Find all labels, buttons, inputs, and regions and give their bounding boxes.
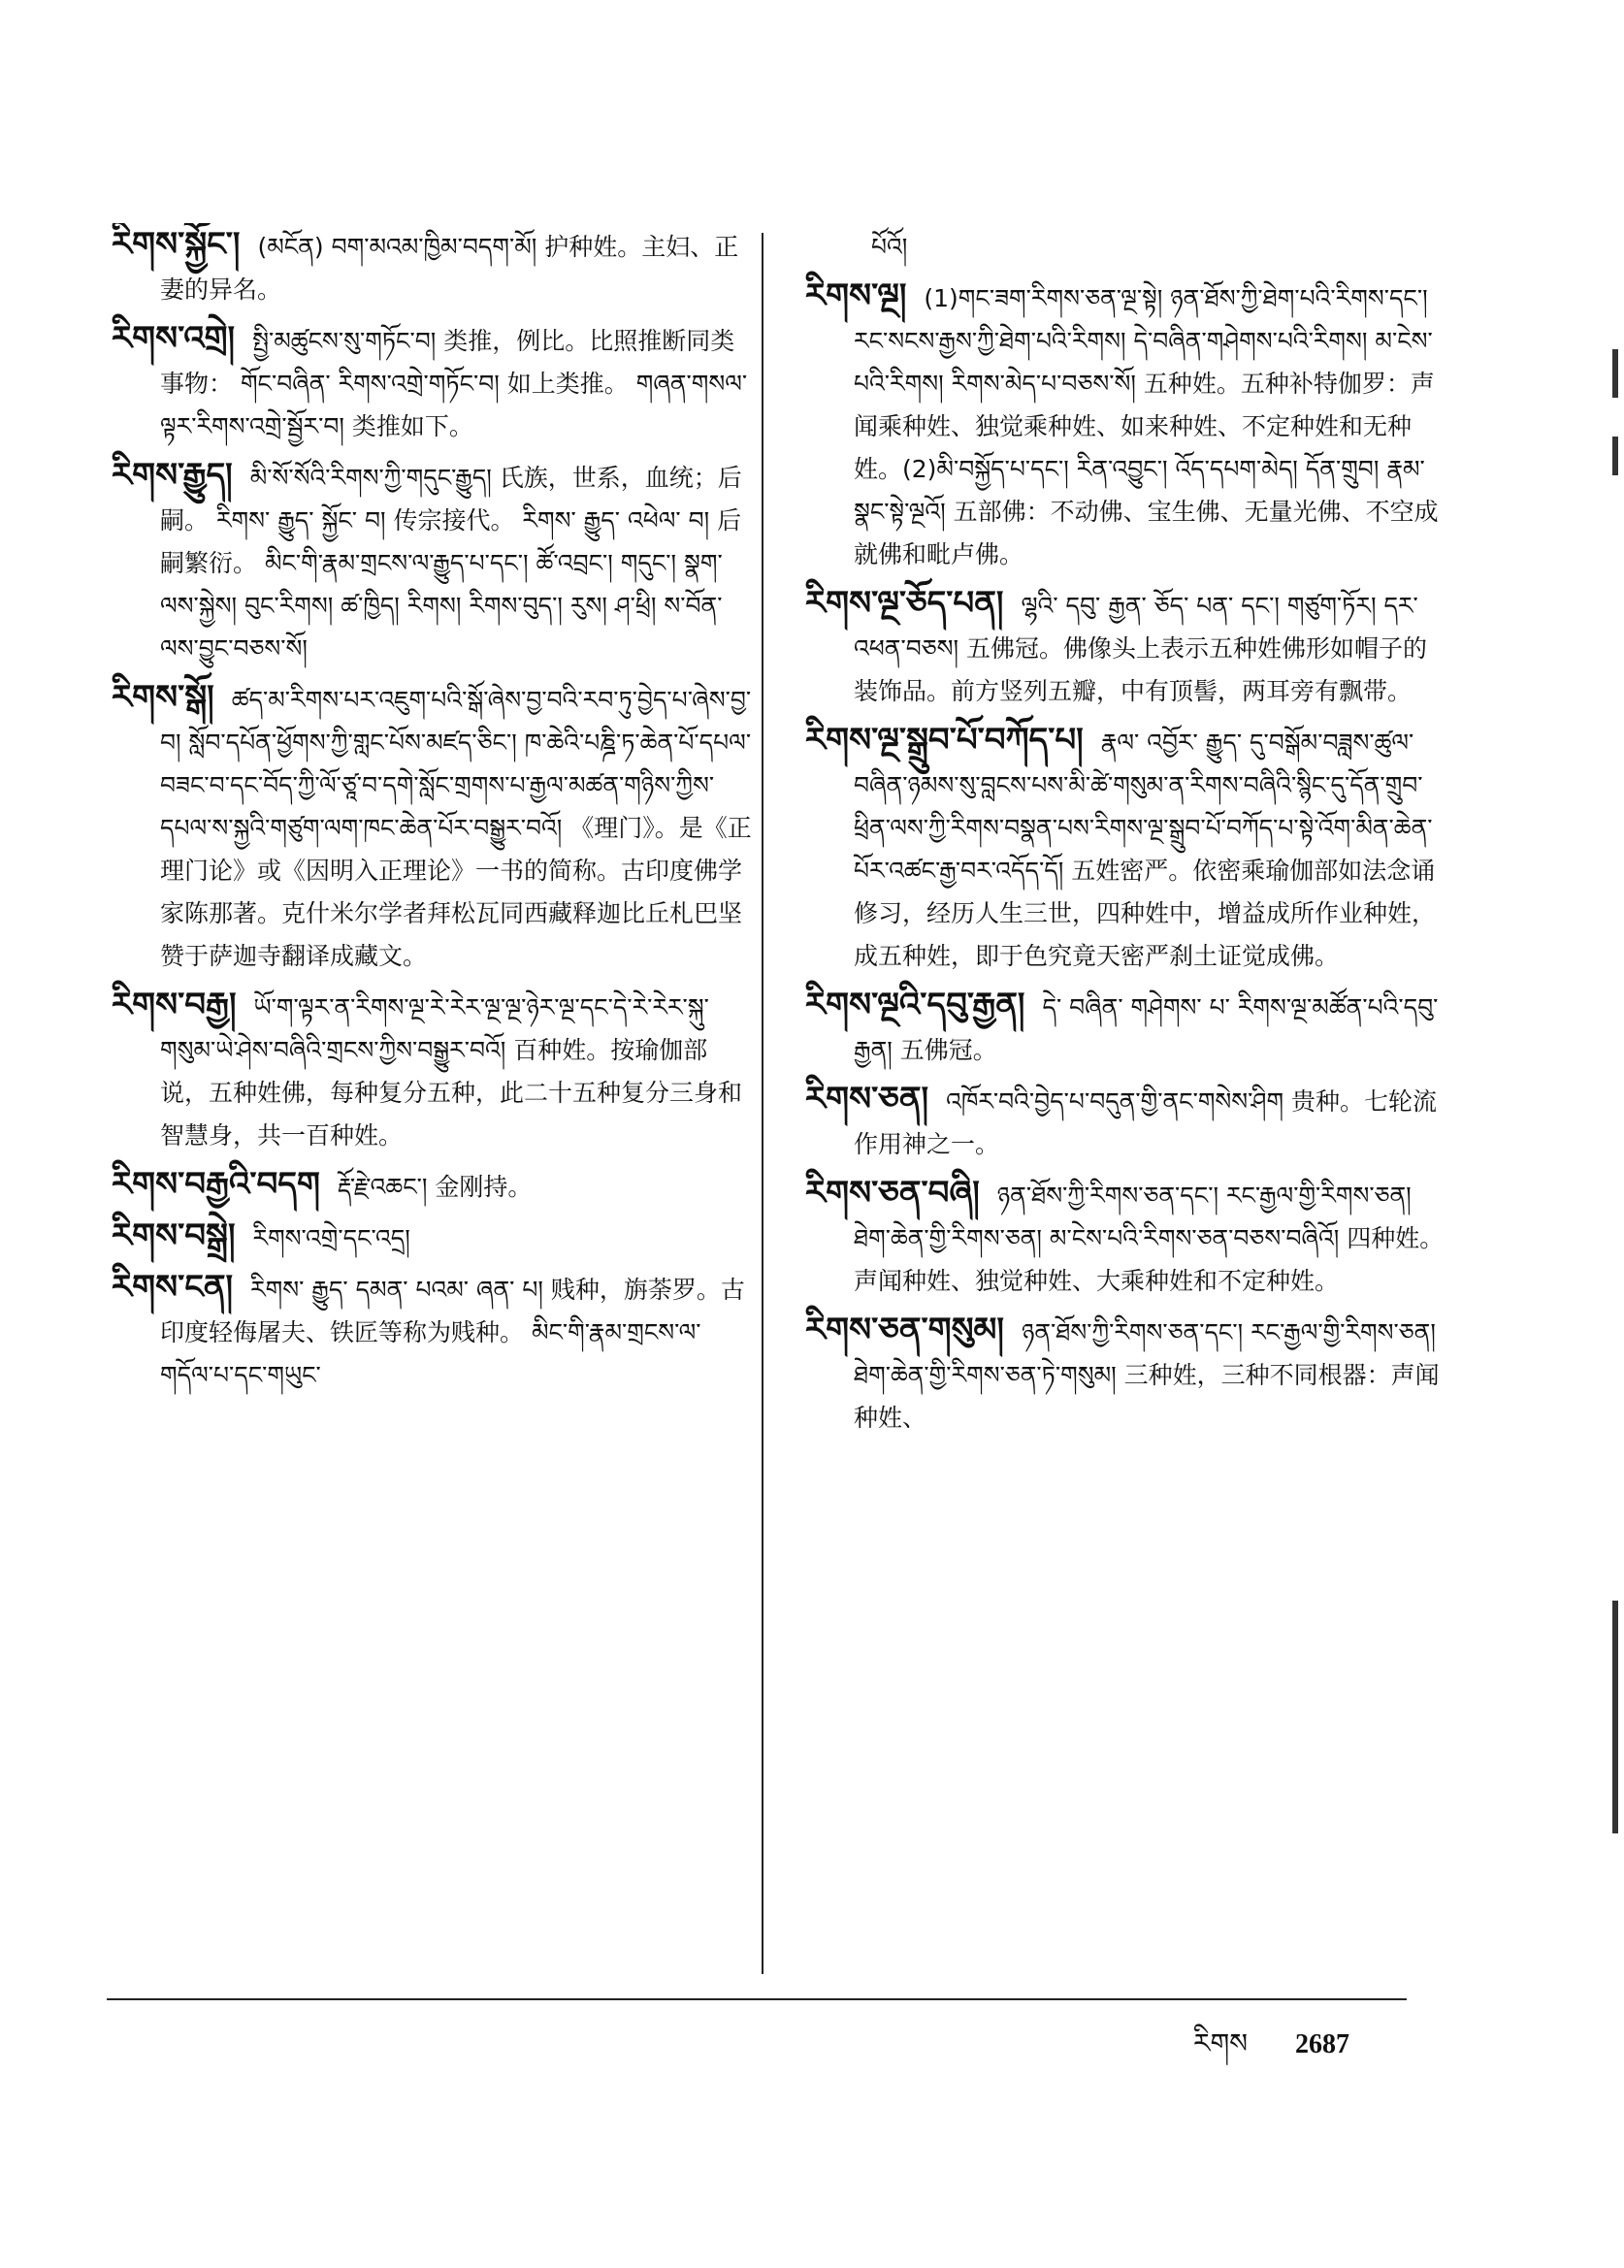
- dictionary-entry: [112, 223, 752, 311]
- entry-definition: རྣལ་ འབྱོར་ རྒྱུད་ དུ་བསྒོམ་བཟླས་ཚུལ་བཞིན་ཉམས་སུ་བླངས་པས་མི་ཚེ་གསུམ་ན་རིགས་བཞིའི་སྙིང་དུ་དོན་གྲུབ་ཕྲིན་ལས་ཀྱི་རིགས་བསྣན་པས་རིགས་ལྔ་སྒྲུབ་པོ་བཀོད་པ་སྟེ་འོག་མིན་ཆེན་པོར་འཚང་རྒྱ་བར་འདོད་དོ། 五姓密严。依密乘瑜伽部如法念诵修习，经历人生三世，四种姓中，增益成所作业种姓，成五种姓，即于色究竟天密严刹土证觉成佛。: [854, 729, 1437, 970]
- entry-definition: (1)གང་ཟག་རིགས་ཅན་ལྔ་སྟེ། ཉན་ཐོས་ཀྱི་ཐེག་པའི་རིགས་དང་། རང་སངས་རྒྱས་ཀྱི་ཐེག་པའི་རིགས། དེ་བཞིན་གཤེགས་པའི་རིགས། མ་ངེས་པའི་རིགས། རིགས་མེད་པ་བཅས་སོ། 五种姓。五种补特伽罗：声闻乘种姓、独觉乘种姓、如来种姓、不定种姓和无种姓。(2)མི་བསྐྱོད་པ་དང་། རིན་འབྱུང་། འོད་དཔག་མེད། དོན་གྲུབ། རྣམ་སྣང་སྟེ་ལྔའོ། 五部佛：不动佛、宝生佛、无量光佛、不空成就佛和毗卢佛。: [854, 284, 1439, 568]
- edge-mark: [1612, 1601, 1618, 1833]
- guide-word: རིགས: [1193, 2027, 1249, 2059]
- entry-headword: རིགས་ངན།: [112, 1268, 234, 1307]
- entry-definition: ཡོ་ག་ལྟར་ན་རིགས་ལྔ་རེ་རེར་ལྔ་ལྔ་ཉེར་ལྔ་དང་དེ་རེ་རེར་སྐུ་གསུམ་ཡེ་ཤེས་བཞིའི་གྲངས་ཀྱིས་བསྒྱུར་བའོ། 百种姓。按瑜伽部说，五种姓佛，每种复分五种，此二十五种复分三身和智慧身，共一百种姓。: [160, 993, 743, 1150]
- entry-definition: ཉན་ཐོས་ཀྱི་རིགས་ཅན་དང་། རང་རྒྱལ་གྱི་རིགས་ཅན། ཐེག་ཆེན་གྱི་རིགས་ཅན། མ་ངེས་པའི་རིགས་ཅན་བཅས་བཞིའོ། 四种姓。声闻种姓、独觉种姓、大乘种姓和不定种姓。: [854, 1182, 1445, 1295]
- entry-definition: འཁོར་བའི་བྱེད་པ་བདུན་གྱི་ནང་གསེས་ཤིག 贵种。七轮流作用神之一。: [854, 1087, 1438, 1158]
- entry-headword: རིགས་བརྒྱའི་བདག: [112, 1165, 320, 1204]
- dictionary-entry: [112, 454, 752, 670]
- entry-headword: རིགས་ལྔ།: [805, 276, 907, 315]
- dictionary-entry: [112, 317, 752, 448]
- dictionary-entry: [805, 1309, 1445, 1440]
- entry-continuation: [805, 223, 1445, 269]
- dictionary-entry: [805, 984, 1445, 1072]
- entry-headword: རིགས་ལྔ་སྒྲུབ་པོ་བཀོད་པ།: [805, 721, 1084, 760]
- left-column: [112, 223, 752, 1989]
- entry-definition: (མངོན) བག་མའམ་ཁྱིམ་བདག་མོ། 护种姓。主妇、正妻的异名。: [160, 233, 739, 304]
- right-column: [805, 223, 1445, 1989]
- entry-headword: རིགས་འགྲེ།: [112, 319, 236, 358]
- dictionary-entry: [805, 582, 1445, 713]
- entry-headword: རིགས་བསྒྲེ།: [112, 1216, 236, 1255]
- page-number: 2687: [1294, 2029, 1349, 2059]
- entry-definition: དེ་ བཞིན་ གཤེགས་ པ་ རིགས་ལྔ་མཚོན་པའི་དབུ་རྒྱན། 五佛冠。: [854, 993, 1439, 1064]
- entry-definition: ལྷའི་ དབུ་ རྒྱན་ ཅོད་ པན་ དང་། གཙུག་ཏོར། དར་འཕན་བཅས། 五佛冠。佛像头上表示五种姓佛形如帽子的装饰品。前方竖列五瓣，中有顶髻，两耳旁有飘带。: [854, 592, 1427, 705]
- dictionary-entry: [805, 275, 1445, 576]
- edge-mark: [1612, 349, 1618, 398]
- entry-headword: རིགས་སྐྱོང་།: [112, 225, 241, 264]
- entry-headword: རིགས་ཅན།: [805, 1080, 929, 1118]
- entry-headword: རིགས་རྒྱུད།: [112, 456, 233, 495]
- footer-rule: [107, 1998, 1407, 2000]
- dictionary-entry: [805, 1078, 1445, 1166]
- entry-headword: རིགས་ཅན་གསུམ།: [805, 1311, 1004, 1349]
- entry-definition: ཚད་མ་རིགས་པར་འཇུག་པའི་སྒོ་ཞེས་བྱ་བའི་རབ་ཏུ་བྱེད་པ་ཞེས་བྱ་བ། སློབ་དཔོན་ཕྱོགས་ཀྱི་གླང་པོས་མཛད་ཅིང་། ཁ་ཆེའི་པཎྜི་ཏ་ཆེན་པོ་དཔལ་བཟང་བ་དང་བོད་ཀྱི་ལོ་ཙཱ་བ་དགེ་སློང་གྲགས་པ་རྒྱལ་མཚན་གཉིས་ཀྱིས་དཔལ་ས་སྐྱའི་གཙུག་ལག་ཁང་ཆེན་པོར་བསྒྱུར་བའོ། 《理门》。是《正理门论》或《因明入正理论》一书的简称。古印度佛学家陈那著。克什米尔学者拜松瓦同西藏释迦比丘札巴坚赞于萨迦寺翻译成藏文。: [160, 686, 752, 970]
- dictionary-entry: [805, 1172, 1445, 1303]
- entry-headword: རིགས་ལྔའི་དབུ་རྒྱན།: [805, 986, 1025, 1024]
- dictionary-entry: [112, 1266, 752, 1397]
- entry-definition: མི་སོ་སོའི་རིགས་ཀྱི་གདུང་རྒྱུད། 氏族，世系，血统；后嗣。 རིགས་ རྒྱུད་ སྐྱོང་ བ། 传宗接代。 རིགས་ རྒྱུད་ འཕེལ་ བ། 后嗣繁衍。 མིང་གི་རྣམ་གྲངས་ལ་རྒྱུད་པ་དང་། ཚོ་འབྲང་། གདུང་། སྣག་ལས་སྐྱེས། བུང་རིགས། ཚ་ཁྱིད། རིགས། རིགས་བུད་། རུས། ཤ་ཕྲི། ས་བོན་ལས་བྱུང་བཅས་སོ།: [160, 464, 742, 663]
- dictionary-entry: [112, 1215, 752, 1260]
- entry-definition: རྡོ་རྗེ་འཆང་། 金刚持。: [337, 1173, 533, 1201]
- entry-headword: རིགས་ཅན་བཞི།: [805, 1174, 980, 1213]
- entry-definition: ཉན་ཐོས་ཀྱི་རིགས་ཅན་དང་། རང་རྒྱལ་གྱི་རིགས་ཅན། ཐེག་ཆེན་གྱི་རིགས་ཅན་ཏེ་གསུམ། 三种姓，三种不同根器：声闻种姓、: [854, 1318, 1440, 1432]
- dictionary-entry: [805, 719, 1445, 978]
- entry-definition: པོའོ།: [871, 233, 908, 261]
- entry-headword: རིགས་སྒོ།: [112, 678, 214, 717]
- scan-edge-marks: [1605, 349, 1618, 1901]
- dictionary-entry: [112, 676, 752, 978]
- edge-mark: [1612, 437, 1618, 475]
- entry-definition: རིགས་འགྲེ་དང་འདྲ།: [252, 1224, 410, 1252]
- entry-definition: སྤྱི་མཚུངས་སུ་གཏོང་བ། 类推，例比。比照推断同类事物： གོང་བཞིན་ རིགས་འགྲེ་གཏོང་བ། 如上类推。 གཞན་གསལ་ལྟར་རིགས་འགྲེ་སྦྱོར་བ། 类推如下。: [160, 327, 748, 440]
- entry-definition: རིགས་ རྒྱུད་ དམན་ པའམ་ ཞན་ པ། 贱种，旃荼罗。古印度轻侮屠夫、铁匠等称为贱种。 མིང་གི་རྣམ་གྲངས་ལ་གདོལ་པ་དང་གཡུང་: [160, 1276, 745, 1389]
- dictionary-entry: [112, 984, 752, 1157]
- page-footer: [1193, 2013, 1349, 2090]
- dictionary-entry: [112, 1163, 752, 1209]
- entry-headword: རིགས་བརྒྱ།: [112, 986, 237, 1024]
- column-divider: [762, 233, 763, 1974]
- entry-headword: རིགས་ལྔ་ཅོད་པན།: [805, 584, 1004, 623]
